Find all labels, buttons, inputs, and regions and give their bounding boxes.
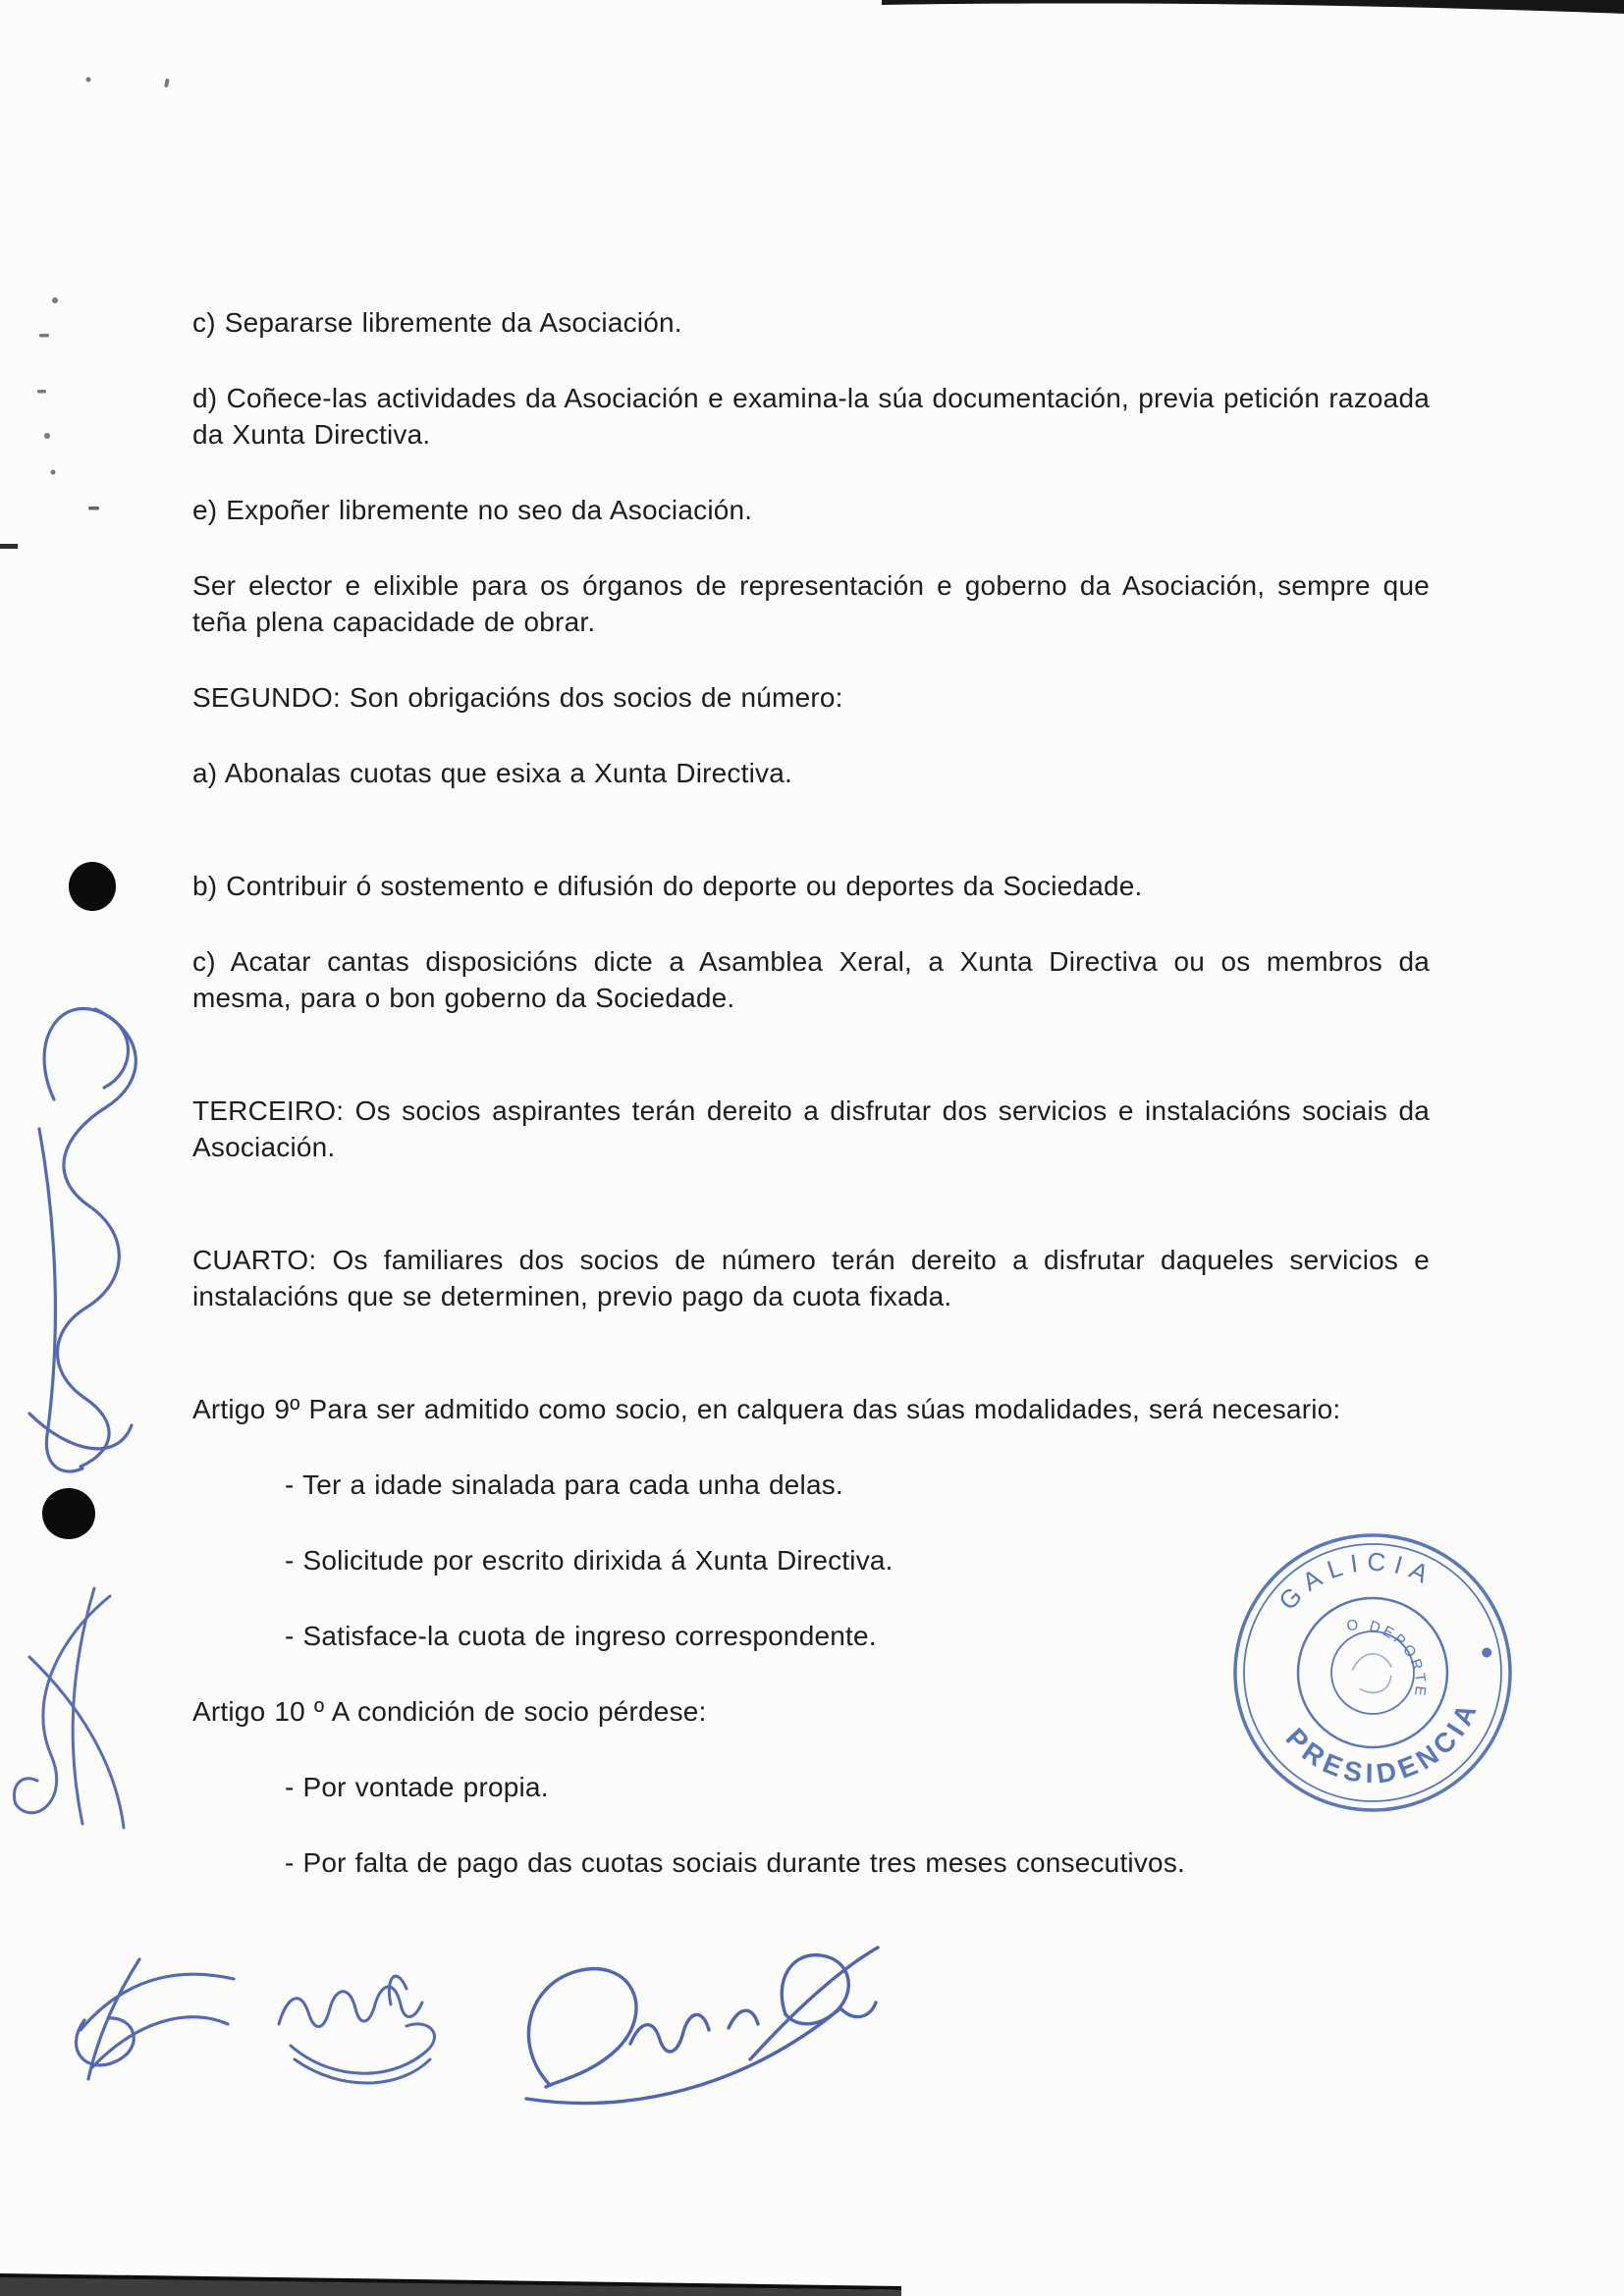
scan-edge-bottom-dark [0, 2273, 901, 2290]
paragraph-artigo-10: Artigo 10 º A condición de socio pérdese: [192, 1696, 707, 1727]
document-body [192, 304, 1430, 1920]
paragraph-c-separarse: c) Separarse libremente da Asociación. [192, 307, 682, 338]
ink-blob-lower [42, 1488, 95, 1539]
crossed-signature [76, 1959, 234, 2079]
stamp-dot [1481, 1647, 1492, 1659]
paragraph-a-abonalas: a) Abonalas cuotas que esixa a Xunta Directiva. [192, 758, 792, 788]
list-item-vontade: - Por vontade propia. [285, 1772, 549, 1802]
paragraph-segundo: SEGUNDO: Son obrigacións dos socios de número: [192, 682, 843, 713]
name-signature [279, 1976, 434, 2083]
stamp-arc-top-text: GALICIA [1272, 1546, 1440, 1616]
list-item-falta-pago: - Por falta de pago das cuotas sociais durante tres meses consecutivos. [285, 1847, 1186, 1878]
stamp-inner-text: O DEPORTE [1345, 1616, 1430, 1700]
list-item-satisface: - Satisface-la cuota de ingreso correspondente. [285, 1621, 877, 1651]
stamp-arc-bottom-text: PRESIDENCIA [1279, 1694, 1485, 1789]
scan-edge-top [882, 0, 1624, 14]
scan-noise-marks [0, 78, 170, 550]
paragraph-b-contribuir: b) Contribuir ó sostemento e difusión do deporte ou deportes da Sociedade. [192, 871, 1143, 901]
ink-blob-upper [69, 862, 116, 911]
paragraph-e-exponer: e) Expoñer libremente no seo da Asociación. [192, 495, 753, 525]
paragraph-cuarto: CUARTO: Os familiares dos socios de número terán dereito a disfrutar daqueles servicios e instalacións que se determinen, previo pago da cuota fixada. [192, 1245, 1430, 1311]
lower-left-flourish [14, 1588, 124, 1828]
large-flourish-signature [526, 1948, 878, 2103]
paragraph-ser-elector: Ser elector e elixible para os órganos de representación e goberno da Asociación, sempre que teña plena capacidade de obrar. [192, 570, 1430, 637]
list-item-solicitude: - Solicitude por escrito dirixida á Xunta Directiva. [285, 1545, 893, 1575]
paragraph-terceiro: TERCEIRO: Os socios aspirantes terán dereito a disfrutar dos servicios e instalacións sociais da Asociación. [192, 1095, 1430, 1162]
paragraph-artigo-9: Artigo 9º Para ser admitido como socio, en calquera das súas modalidades, será necesario: [192, 1394, 1341, 1424]
marginal-signature [29, 1009, 135, 1471]
paragraph-d-conece: d) Coñece-las actividades da Asociación e examina-la súa documentación, previa petición razoada da Xunta Directiva. [192, 383, 1430, 450]
scan-edge-bottom-gray [0, 2277, 901, 2296]
paragraph-c-acatar: c) Acatar cantas disposicións dicte a Asamblea Xeral, a Xunta Directiva ou os membros da mesma, para o bon goberno da Sociedade. [192, 946, 1430, 1013]
list-item-idade: - Ter a idade sinalada para cada unha delas. [285, 1469, 843, 1500]
